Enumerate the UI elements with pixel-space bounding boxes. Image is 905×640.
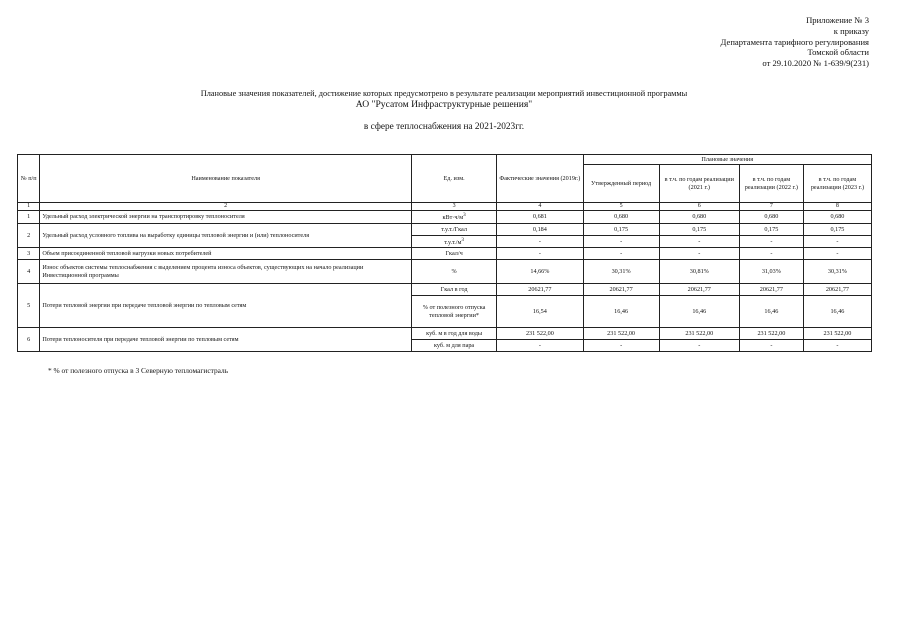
row-num: 2 — [18, 224, 40, 248]
order-reference-header — [721, 15, 869, 69]
department-label: Департамента тарифного регулирования — [720, 36, 869, 47]
col-number: 3 — [411, 203, 496, 211]
col-header-approved: Утвержденный период — [583, 165, 659, 203]
row-value: - — [803, 248, 871, 260]
row-name: Износ объектов системы теплоснабжения с выделением процента износа объектов, существующих на начало реализации Инвестиционной программы — [40, 260, 412, 284]
table-row — [18, 328, 872, 340]
row-value: 231 522,00 — [739, 328, 803, 340]
col-header-2021: в т.ч. по годам реализации (2021 г.) — [659, 165, 739, 203]
col-header-2023: в т.ч. по годам реализации (2023 г.) — [803, 165, 871, 203]
row-value: - — [583, 236, 659, 248]
col-number: 8 — [803, 203, 871, 211]
row-value: 20621,77 — [659, 284, 739, 296]
col-header-planned-group: Плановые значения — [583, 155, 871, 165]
document-subtitle: в сфере теплоснабжения на 2021-2023гг. — [363, 122, 525, 132]
row-value: 0,680 — [659, 211, 739, 224]
row-num: 5 — [18, 284, 40, 328]
row-value: - — [583, 248, 659, 260]
row-value: 16,54 — [497, 296, 583, 328]
row-num: 4 — [18, 260, 40, 284]
row-value: - — [803, 340, 871, 352]
row-value: - — [739, 340, 803, 352]
order-label: к приказу — [833, 25, 869, 36]
indicators-table — [17, 154, 872, 352]
row-value: 0,680 — [739, 211, 803, 224]
footnote: * % от полезного отпуска в 3 Северную тепломагистраль — [48, 366, 229, 375]
col-header-num: № п/п — [18, 155, 40, 203]
table-row — [18, 224, 872, 236]
row-unit: $т.у.т./м^3$ — [411, 236, 496, 248]
col-number: 2 — [40, 203, 412, 211]
row-num: 3 — [18, 248, 40, 260]
header-row-1 — [18, 155, 872, 165]
row-value: - — [659, 248, 739, 260]
row-value: 231 522,00 — [659, 328, 739, 340]
row-value: 231 522,00 — [497, 328, 583, 340]
row-num: 6 — [18, 328, 40, 352]
order-date-number: от 29.10.2020 № 1-639/9(231) — [762, 58, 869, 69]
row-value: - — [739, 248, 803, 260]
row-unit: куб. м для пара — [411, 340, 496, 352]
row-value: 0,175 — [803, 224, 871, 236]
col-header-unit: Ед. изм. — [411, 155, 496, 203]
row-value: - — [659, 340, 739, 352]
row-value: 0,681 — [497, 211, 583, 224]
row-value: 20621,77 — [497, 284, 583, 296]
row-value: 0,680 — [583, 211, 659, 224]
table-row — [18, 260, 872, 284]
row-unit: % — [411, 260, 496, 284]
col-number: 7 — [739, 203, 803, 211]
col-number: 6 — [659, 203, 739, 211]
row-name: Потери теплоносителя при передаче тепловой энергии по тепловым сетям — [40, 328, 412, 352]
row-value: 231 522,00 — [583, 328, 659, 340]
row-unit: % от полезного отпуска тепловой энергии* — [411, 296, 496, 328]
document-title: Плановые значения показателей, достижение которых предусмотрено в результате реализации мероприятий инвестиционной программы — [200, 89, 688, 98]
region-label: Томской области — [807, 47, 869, 58]
row-value: 0,175 — [583, 224, 659, 236]
row-value: 30,81% — [659, 260, 739, 284]
row-value: 30,31% — [583, 260, 659, 284]
row-value: 16,46 — [803, 296, 871, 328]
row-unit: Гкал/ч — [411, 248, 496, 260]
col-number: 4 — [497, 203, 583, 211]
table-row — [18, 248, 872, 260]
row-value: 0,175 — [659, 224, 739, 236]
row-num: 1 — [18, 211, 40, 224]
row-value: 0,680 — [803, 211, 871, 224]
appendix-label: Приложение № 3 — [806, 15, 869, 25]
row-value: - — [497, 340, 583, 352]
row-unit: т.у.т./Гкал — [411, 224, 496, 236]
row-unit: Гкал в год — [411, 284, 496, 296]
row-value: 20621,77 — [583, 284, 659, 296]
col-header-2022: в т.ч. по годам реализации (2022 г.) — [739, 165, 803, 203]
row-name: Удельный расход электрической энергии на транспортировку теплоносителя — [40, 211, 412, 224]
row-name: Потери тепловой энергии при передаче тепловой энергии по тепловым сетям — [40, 284, 412, 328]
row-value: 31,03% — [739, 260, 803, 284]
col-number: 1 — [18, 203, 40, 211]
row-name: Объем присоединенной тепловой нагрузки новых потребителей — [40, 248, 412, 260]
row-value: 30,31% — [803, 260, 871, 284]
col-header-name: Наименование показателя — [40, 155, 412, 203]
col-header-actual: Фактические значения (2019г.) — [497, 155, 583, 203]
row-value: 20621,77 — [739, 284, 803, 296]
row-value: - — [497, 236, 583, 248]
table-row — [18, 211, 872, 224]
row-value: 0,175 — [739, 224, 803, 236]
company-name: АО "Русатом Инфраструктурные решения" — [355, 99, 533, 110]
row-name: Удельный расход условного топлива на выработку единицы тепловой энергии и (или) теплоносителя — [40, 224, 412, 248]
row-value: 14,66% — [497, 260, 583, 284]
row-value: 0,184 — [497, 224, 583, 236]
row-value: 16,46 — [583, 296, 659, 328]
row-value: 16,46 — [659, 296, 739, 328]
column-number-row — [18, 203, 872, 211]
row-unit: $кВт\cdot ч/м^3$ — [411, 211, 496, 224]
row-value: - — [659, 236, 739, 248]
row-value: 16,46 — [739, 296, 803, 328]
row-value: - — [497, 248, 583, 260]
col-number: 5 — [583, 203, 659, 211]
row-unit: куб. м в год для воды — [411, 328, 496, 340]
row-value: - — [803, 236, 871, 248]
row-value: - — [739, 236, 803, 248]
row-value: - — [583, 340, 659, 352]
row-value: 231 522,00 — [803, 328, 871, 340]
table-row — [18, 284, 872, 296]
row-value: 20621,77 — [803, 284, 871, 296]
